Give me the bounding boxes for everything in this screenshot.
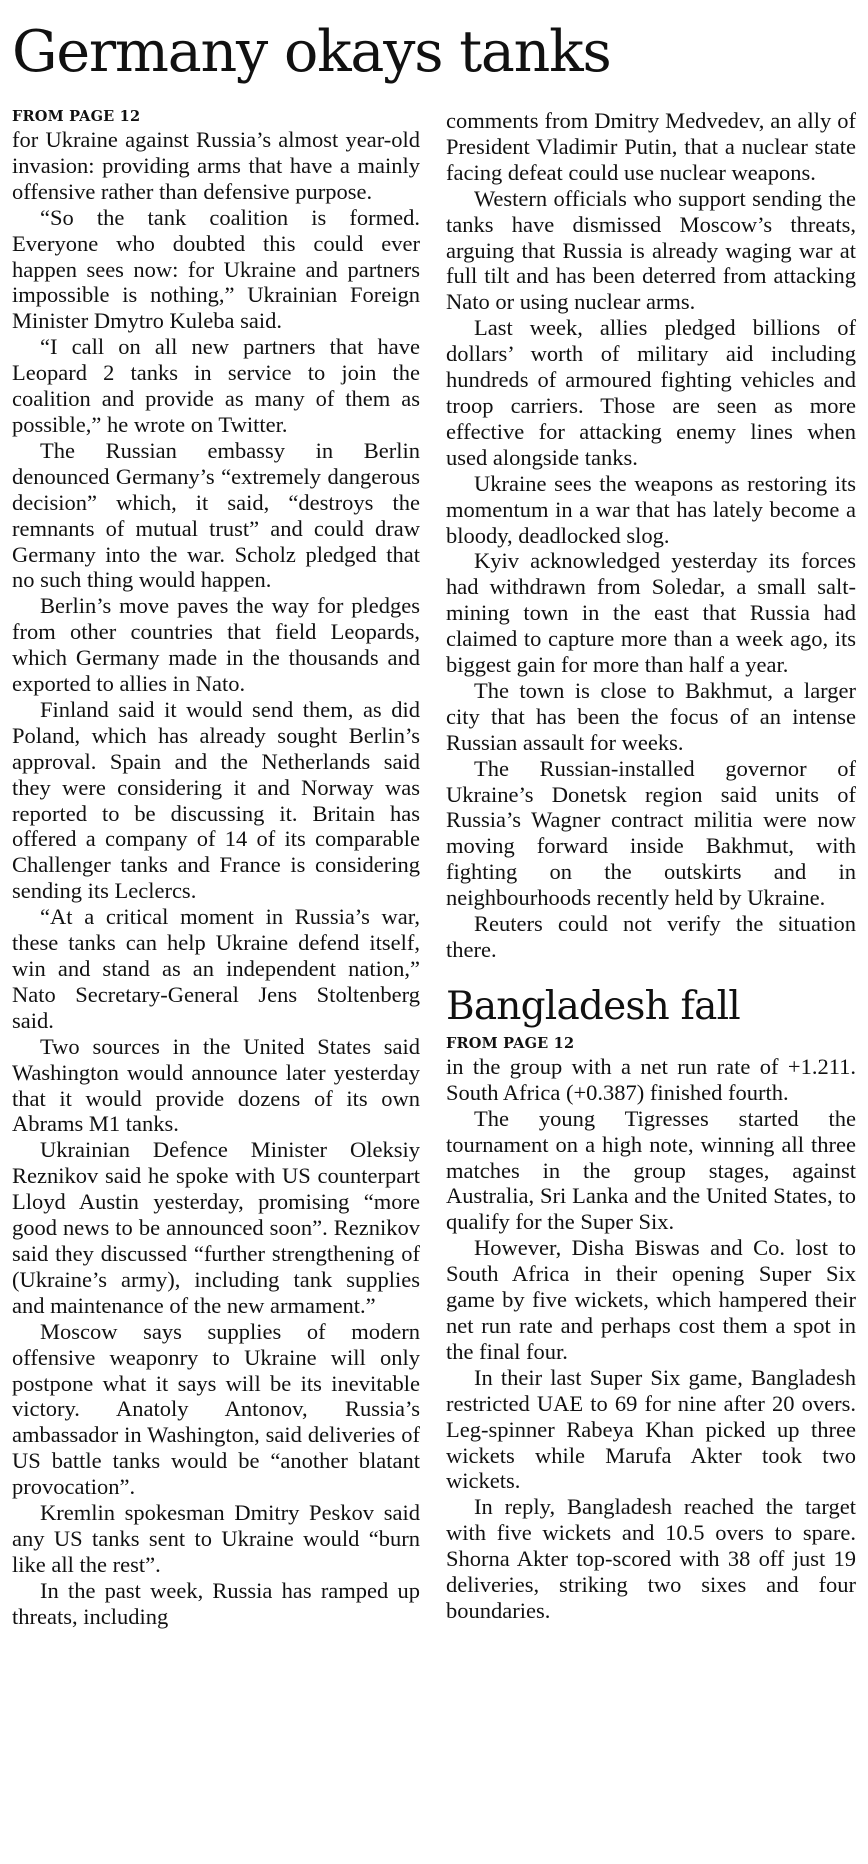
article-paragraph: comments from Dmitry Medvedev, an ally of President Vladimir Putin, that a nuclear state facing defeat could use nuclear weapons. [446, 108, 856, 185]
article-paragraph: The young Tigresses started the tournament on a high note, winning all three matches in the group stages, against Australia, Sri Lanka and the United States, to qualify for the Super Six. [446, 1105, 856, 1235]
article-paragraph: Kremlin spokesman Dmitry Peskov said any US tanks sent to Ukraine would “burn like all the rest”. [12, 1500, 420, 1577]
article-paragraph: “I call on all new partners that have Leopard 2 tanks in service to join the coalition and provide as many of them as possible,” he wrote on Twitter. [12, 334, 420, 437]
article-paragraph: Two sources in the United States said Washington would announce later yesterday that it would provide dozens of its own Abrams M1 tanks. [12, 1033, 420, 1137]
article-column-left [12, 108, 420, 1630]
article-paragraph: “So the tank coalition is formed. Everyone who doubted this could ever happen sees now: for Ukraine and partners impossible is nothing,” Ukrainian Foreign Minister Dmytro Kuleba said. [12, 204, 420, 334]
continued-from-label: FROM PAGE 12 [12, 108, 141, 125]
article-headline: Germany okays tanks [12, 19, 611, 85]
article-paragraph: Ukrainian Defence Minister Oleksiy Reznikov said he spoke with US counterpart Lloyd Austin yesterday, promising “more good news to be announced soon”. Reznikov said they discussed “further strengthening of (Ukraine’s army), including tank supplies and maintenance of the new armament.” [12, 1137, 420, 1318]
article-paragraph: Western officials who support sending the tanks have dismissed Moscow’s threats, arguing that Russia is already waging war at full tilt and has been deterred from attacking Nato or using nuclear arms. [446, 185, 856, 315]
article-paragraph: in the group with a net run rate of +1.211. South Africa (+0.387) finished fourth. [446, 1053, 856, 1105]
article-paragraph: The Russian embassy in Berlin denounced Germany’s “extremely dangerous decision” which, it said, “destroys the remnants of mutual trust” and could draw Germany into the war. Scholz pledged that no such thing would happen. [12, 437, 420, 593]
article-paragraph: Kyiv acknowledged yesterday its forces had withdrawn from Soledar, a small salt-mining town in the east that Russia had claimed to capture more than a week ago, its biggest gain for more than half a year. [446, 548, 856, 678]
article-paragraph: In their last Super Six game, Bangladesh restricted UAE to 69 for nine after 20 overs. Leg-spinner Rabeya Khan picked up three wickets while Marufa Akter took two wickets. [446, 1364, 856, 1494]
article-paragraph: for Ukraine against Russia’s almost year-old invasion: providing arms that have a mainly offensive rather than defensive purpose. [12, 127, 420, 204]
article-paragraph: The Russian-installed governor of Ukraine’s Donetsk region said units of Russia’s Wagner contract militia were now moving forward inside Bakhmut, with fighting on the outskirts and in neighbourhoods recently held by Ukraine. [446, 755, 856, 911]
article-column-right [446, 108, 856, 1624]
article-paragraph: However, Disha Biswas and Co. lost to South Africa in their opening Super Six game by five wickets, which hampered their net run rate and perhaps cost them a spot in the final four. [446, 1235, 856, 1364]
second-article-headline: Bangladesh fall [446, 983, 740, 1029]
article-paragraph: In the past week, Russia has ramped up threats, including [12, 1577, 420, 1629]
article-paragraph: Finland said it would send them, as did Poland, which has already sought Berlin’s approval. Spain and the Netherlands said they were considering it and Norway was reported to be discussing it. Britain has offered a company of 14 of its comparable Challenger tanks and France is considering sending its Leclercs. [12, 696, 420, 904]
article-paragraph: Reuters could not verify the situation there. [446, 911, 856, 962]
article-paragraph: Ukraine sees the weapons as restoring its momentum in a war that has lately become a bloody, deadlocked slog. [446, 470, 856, 548]
article-paragraph: Last week, allies pledged billions of dollars’ worth of military aid including hundreds of armoured fighting vehicles and troop carriers. Those are seen as more effective for attacking enemy lines when used alongside tanks. [446, 315, 856, 470]
article-paragraph: In reply, Bangladesh reached the target with five wickets and 10.5 overs to spare. Shorna Akter top-scored with 38 off just 19 deliveries, striking two sixes and four boundaries. [446, 1494, 856, 1623]
article-paragraph: Berlin’s move paves the way for pledges from other countries that field Leopards, which Germany made in the thousands and exported to allies in Nato. [12, 593, 420, 697]
continued-from-label: FROM PAGE 12 [446, 1034, 575, 1052]
article-paragraph: Moscow says supplies of modern offensive weaponry to Ukraine will only postpone what it says will be its inevitable victory. Anatoly Antonov, Russia’s ambassador in Washington, said deliveries of US battle tanks would be “another blatant provocation”. [12, 1318, 420, 1500]
article-paragraph: “At a critical moment in Russia’s war, these tanks can help Ukraine defend itself, win and stand as an independent nation,” Nato Secretary-General Jens Stoltenberg said. [12, 904, 420, 1033]
article-paragraph: The town is close to Bakhmut, a larger city that has been the focus of an intense Russian assault for weeks. [446, 677, 856, 755]
